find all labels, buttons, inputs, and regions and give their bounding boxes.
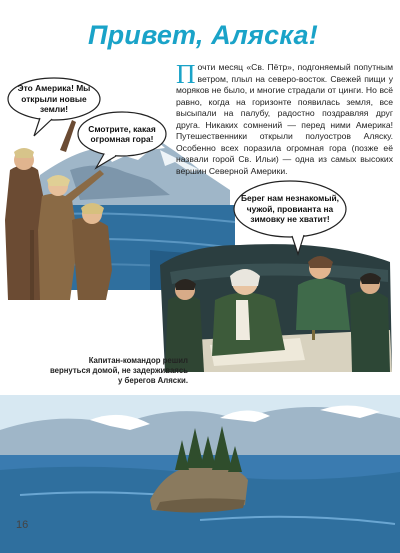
illustration-caption: Капитан-командор решил вернуться домой, не задерживаясь у берегов Аляски. [49,356,188,385]
speech-bubble-america [12,82,96,116]
cabin-illustration [160,244,392,372]
speech-bubble-provisions [240,186,340,232]
landscape-illustration [0,395,400,553]
speech-bubble-america-text: Это Америка! Мы открыли новые земли! [17,83,91,115]
body-text: очти месяц «Св. Пётр», подгоняемый попутным ветром, плыл на северо-восток. Свежей пищи у моряков не было, и многие страдали от цинги. Но всё равно, когда на горизонте появилась земля, все высыпали на палубу, радостно поздравляя друг друга. Никаких сомнений — перед ними Америка! Путешественники открыли полуостров Аляску. Особенно всех поразила огромная гора (позже её назвали горой Св. Ильи) — одна из самых высоких вершин Северной Америки. [176,62,393,176]
body-paragraph [176,59,393,180]
speech-bubble-mountain-text: Смотрите, какая огромная гора! [88,123,156,144]
drop-cap: П [176,59,196,89]
speech-bubble-mountain [82,116,162,152]
page-number: 16 [16,519,29,531]
page-title: Привет, Аляска! [88,20,318,50]
speech-bubble-provisions-text: Берег нам незнакомый, чужой, провианта на зимовку не хватит! [240,193,339,225]
